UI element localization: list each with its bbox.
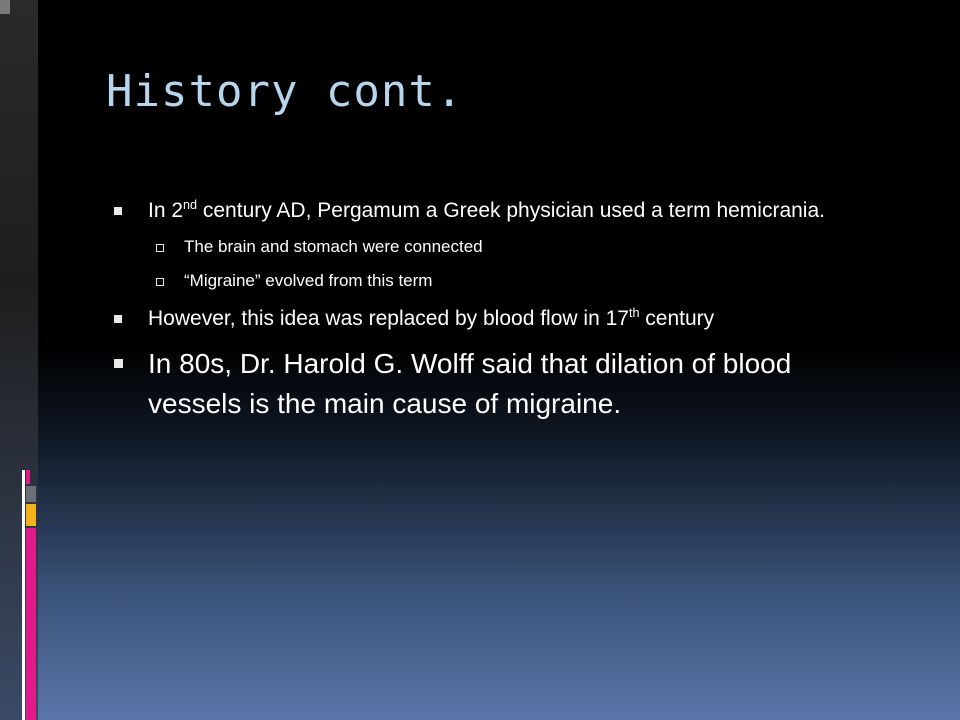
square-bullet-icon — [114, 315, 122, 323]
bullet-2-text-after: century — [639, 307, 715, 330]
decor-line-white — [22, 470, 25, 720]
bullet-item-2 — [112, 304, 872, 334]
hollow-square-bullet-icon — [156, 278, 164, 286]
bullet-3-text: In 80s, Dr. Harold G. Wolff said that dilation of blood vessels is the main cause of migraine. — [148, 348, 792, 419]
bullet-item-1 — [112, 196, 872, 226]
sub-bullet-2-text: “Migraine” evolved from this term — [184, 271, 433, 290]
decor-block-grey-top — [0, 0, 10, 14]
bullet-2-text-before: However, this idea was replaced by blood flow in 17 — [148, 307, 629, 330]
sub-bullet-item-2 — [112, 270, 872, 292]
decor-block-grey — [26, 486, 36, 502]
slide-content — [112, 196, 872, 424]
sub-bullet-item-1 — [112, 236, 872, 258]
decor-block-magenta-thin — [26, 470, 30, 484]
slide-title: History cont. — [106, 66, 464, 117]
decor-block-magenta — [26, 528, 36, 720]
bullet-item-3 — [112, 344, 872, 424]
bullet-1-superscript: nd — [183, 198, 198, 212]
square-bullet-icon — [114, 207, 122, 215]
square-bullet-icon — [114, 359, 123, 368]
hollow-square-bullet-icon — [156, 244, 164, 252]
decor-block-yellow — [26, 504, 36, 526]
bullet-1-text-after: century AD, Pergamum a Greek physician used a term hemicrania. — [197, 199, 825, 222]
sub-bullet-1-text: The brain and stomach were connected — [184, 237, 483, 256]
bullet-2-superscript: th — [628, 306, 640, 320]
bullet-1-text-before: In 2 — [148, 199, 184, 222]
